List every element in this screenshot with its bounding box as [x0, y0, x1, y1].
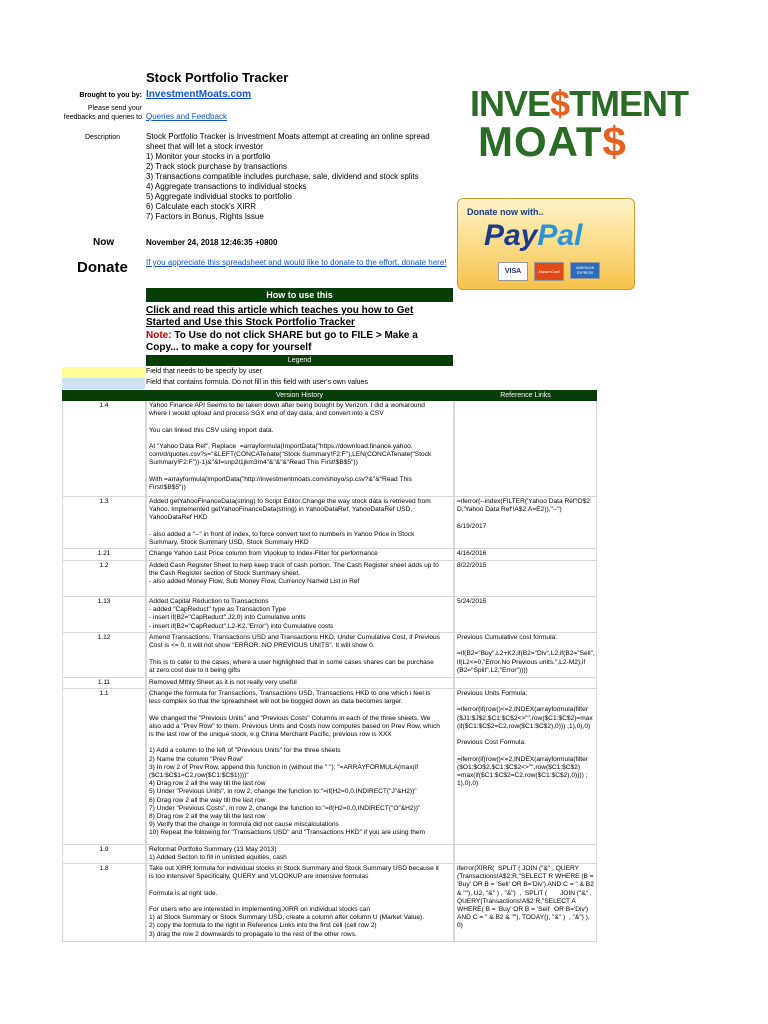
version-history-cell: Amend Transactions, Transactions USD and Transactions HKD. Under Cumulative Cost, if Previous Cost is <= 0, it will not show "ERROR. NO PREVIOUS UNITS". It will show 0. This is to cater to the cases, where a user highlighted that in some cases shares can be purchase at zero cost due to it being gifts: [146, 633, 454, 678]
version-history-cell: Removed Mthly Sheet as it is not really very useful: [146, 678, 454, 689]
version-number: 1.13: [62, 597, 146, 633]
mastercard-icon: MasterCard: [534, 262, 564, 281]
feedback-label: Please send your feedbacks and queries to: [63, 105, 142, 121]
investment-moats-logo: INVE$TMENT MOAT$: [470, 83, 689, 165]
reference-link-cell: 4/16/2016: [454, 549, 597, 561]
legend-swatch-user: [62, 367, 145, 378]
legend-user-text: Field that needs to be specify by user: [146, 368, 262, 375]
visa-card-icon: VISA: [498, 262, 528, 281]
amex-card-icon: AMERICAN EXPRESS: [570, 262, 600, 279]
now-value: November 24, 2018 12:46:35 +0800: [146, 238, 278, 247]
version-history-col: Version History: [275, 392, 324, 399]
version-number: 1.11: [62, 678, 146, 689]
version-number: 1.21: [62, 549, 146, 561]
reference-links-col: Reference Links: [500, 392, 551, 399]
reference-link-cell: 5/24/2015: [454, 597, 597, 633]
donate-link[interactable]: If you appreciate this spreadsheet and would like to donate to the effort, donate here!: [146, 258, 447, 267]
brought-label: Brought to you by:: [79, 92, 142, 99]
now-label: Now: [93, 237, 115, 248]
how-to-use-bar: How to use this: [146, 288, 453, 302]
reference-link-cell: 8/22/2015: [454, 561, 597, 597]
version-history-cell: Added Cash Register Sheet to help keep track of cash portion. The Cash Register sheet adds up to the Cash Register section of Stock Summary sheet. - also added Money Flow, Sub Money Flow, Currency Named List in Ref: [146, 561, 454, 597]
reference-link-cell: iferror(XIRR( SPLIT ( JOIN ("&" , QUERY (Transactions!A$2:R,"SELECT R WHERE (B = 'Buy' OR B = 'Sell' OR B='Div') AND C = " & B2 & ""), U2, "&" ) , "&") , SPLIT ( JOIN ("&" , QUERY(Transactions!A$2:R,"SELECT A WHERE( B = 'Buy' OR B = 'Sell' OR B='Div') AND C = " & B2 & ""), TODAY(), "&" ) , "&") ), 0): [454, 864, 597, 942]
version-number: 1.4: [62, 401, 146, 497]
reference-link-cell: Previous Cumulative cost formula: =if(B2="Buy",L2+K2,if(B2="Div",L2,if(B2="Sell", if(L2<=0,"Error.No Previous units.",L2-M2),if (B2="Split",L2,"Error")))): [454, 633, 597, 678]
version-number: 1.1: [62, 689, 146, 845]
investmentmoats-link[interactable]: InvestmentMoats.com: [146, 89, 252, 100]
version-number: 1.8: [62, 864, 146, 942]
description-label: Description: [84, 134, 120, 141]
page-title: Stock Portfolio Tracker: [146, 70, 289, 85]
legend-swatch-formula: [62, 378, 145, 389]
legend-formula-text: Field that contains formula. Do not fill in this field with user's own values: [146, 379, 368, 386]
version-history-cell: Reformat Portfolio Summary (13 May 2013) 1) Added Secton to fill in unlisted equities, cash: [146, 845, 454, 864]
version-number: 1.12: [62, 633, 146, 678]
reference-link-cell: [454, 845, 597, 864]
version-history-cell: Yahoo Finance API Seems to be taken down after being bought by Verizon. I did a workaround where I would upload and process SGX end of day data, and convert into a CSV You can linked this CSV using import data. At "Yahoo Data Ref", Replace =arrayformula(ImportData("https://download.finance.yahoo. com/d/quotes.csv?s="&LEFT(CONCATenate("Stock Summary!F2:F"),LEN(CONCATenate("Stock Summary!F2:F"))-1)&"&f=snp2l1jkm3m4"&"&"&"Read This First!$B$5")) With =arrayformula(ImportData("http://investmentmoats.com/shoyo/sp.csv?&"&"Read This First!$B$5")): [146, 401, 454, 497]
paypal-logo: PayPal: [484, 219, 583, 252]
reference-link-cell: =iferror(--index(FILTER('Yahoo Data Ref'!D$2: D,'Yahoo Data Ref'!A$2:A=E2)),"--") 6/19/2017: [454, 497, 597, 549]
version-number: 1.9: [62, 845, 146, 864]
legend-bar: Legend: [146, 355, 453, 366]
version-history-cell: Change the formula for Transactions, Transactions USD, Transactions HKD to one which i feel is less complex so that the spreadsheet will not be bogged down as data becomes larger. We changed the "Previous Units" and "Previous Costs" Columns in each of the three sheets. We also add a "Prev Row" to them. Previous Units and Costs now computes based on Prev Row, which is the last row of the unique stock, e.g China Merchant Pacific, previous row is XXX 1) Add a column to the left of "Previous Units" for the three sheets 2) Name the column "Prev Row" 3) In row 2 of Prev Row, append this function in (without the " "): "=ARRAYFORMULA(max(if ($C1:$C$1=C2,row($C1:$C$1))))" 4) Drag row 2 all the way till the last row 5) Under "Previous Units", in row 2, change the function to:"=if(H2=0,0,INDIRECT("J"&H2))" 6) Drag row 2 all the way till the last row 7) Under "Previous Costs", in row 2, change the function to:"=if(H2=0,0,INDIRECT("O"&H2))" 8) Drag row 2 all the way till the last row 9) Verify that the change in formula did not cause miscalculations 10) Repeat the following for "Transactions USD" and "Transactions HKD" if you are using them: [146, 689, 454, 845]
reference-link-cell: [454, 678, 597, 689]
paypal-donate-text: Donate now with..: [467, 207, 544, 217]
version-history-cell: Added getYahooFinanceData(string) to Script Editor.Change the way stock data is retrieved from Yahoo. Implemented getYahooFinanceData(string) in YahooDataRef, YahooDataRef USD, YahooDataRef HKD - also added a "--" in front of index, to force convert text to numbers in Yahoo Price in Stock Summary, Stock Summary USD, Stock Summary HKD: [146, 497, 454, 549]
get-started-article-link[interactable]: Click and read this article which teaches you how to Get Started and Use this Stock Portfolio Tracker: [146, 305, 414, 328]
donate-label: Donate: [77, 259, 128, 276]
reference-link-cell: [454, 401, 597, 497]
description-text: Stock Portfolio Tracker is Investment Moats attempt at creating an online spread sheet that will let a stock investor 1) Monitor your stocks in a portfolio 2) Track stock purchase by transactions 3) Transactions compatible includes purchase, sale, dividend and stock splits 4) Aggregate transactions to individual stocks 5) Aggregate individual stocks to portfolio 6) Calculate each stock's XIRR 7) Factors in Bonus, Rights Issue: [146, 132, 430, 221]
version-history-cell: Change Yahoo Last Price column from Vlookup to Index-Filter for performance: [146, 549, 454, 561]
paypal-donate-button[interactable]: [457, 198, 635, 290]
version-number: 1.2: [62, 561, 146, 597]
reference-link-cell: Previous Units Formula: =iferror(if(row()<=2,INDEX(arrayformula(filter ($J1:$J$2,$C1:$C$2<>"",row($C1:$C$2)=max (if($C1:$C$2=C2,row($C1:$C$2),0))) ;1),0),0) Previous Cost Formula: =iferror(if(row()<=2,INDEX(arrayformula(filter ($O1:$O$2,$C1:$C$2<>"",row($C1:$C$2) =max(if($C1:$C$2=C2,row($C1:$C$2),0)))) ; 1),0),0): [454, 689, 597, 845]
feedback-link[interactable]: Queries and Feedback: [146, 112, 227, 121]
version-history-cell: Added Capital Reduction to Transactions - added "CapReduct" type as Transaction Type - insert if(B2="CapReduct",J2,0) into Cumulative units - insert if(B2="CapReduct",L2-K2,"Error") into Cumulative costs: [146, 597, 454, 633]
version-history-cell: Take out XIRR formula for individual stocks in Stock Summary and Stock Summary USD because it is too intensive! Specifically, QUERY and VLOOKUP are intensive formulas Formula is at right side. For users who are interested in implementing XIRR on individual stocks can 1) at Stock Summary or Stock Summary USD, create a column after column U (Market Value). 2) copy the formula to the right in Reference Links into the first cell (cell row 2) 3) drag the row 2 downwards to propagate to the rest of the other rows.: [146, 864, 454, 942]
version-number: 1.3: [62, 497, 146, 549]
copy-note: Note: To Use do not click SHARE but go to FILE > Make a Copy... to make a copy for yourself: [146, 330, 418, 353]
